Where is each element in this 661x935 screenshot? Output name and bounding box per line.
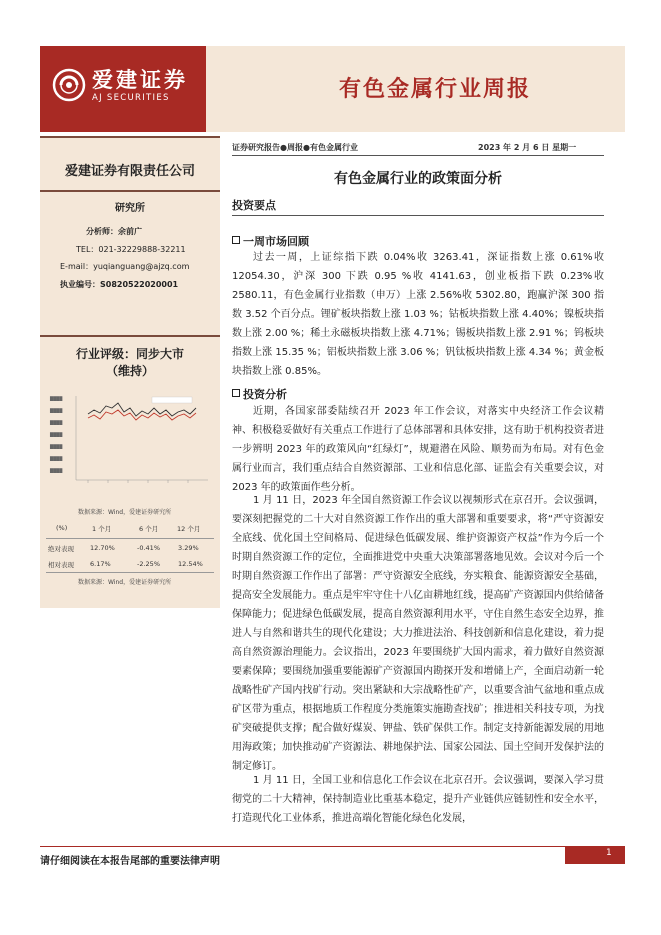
table-header-1m: 1 个月: [92, 525, 112, 533]
performance-chart: [48, 388, 213, 488]
table-cell: 12.54%: [178, 560, 203, 568]
report-date: 2023 年 2 月 6 日 星期一: [478, 143, 577, 152]
table-cell: 12.70%: [90, 544, 115, 552]
key-points-rule: [232, 215, 604, 216]
svg-text:████: ████: [50, 432, 63, 437]
industry-rating: 行业评级：同步大市: [75, 347, 184, 361]
logo-chinese-name: 爱建证券: [92, 68, 188, 92]
sidebar-top-rule: [40, 136, 220, 138]
report-title: 有色金属行业周报: [338, 77, 531, 102]
section-heading-investment-analysis: 投资分析: [232, 386, 287, 402]
key-points-heading: 投资要点: [232, 199, 276, 212]
market-review-paragraph: 过去一周，上证综指下跌 0.04%收 3263.41，深证指数上涨 0.61%收 12054.30，沪深 300 下跌 0.95 %收 4141.63，创业板指下跌 0.23%收 2580.11，有色金属行业指数（申万）上涨 2.56%收 5302.80，跑赢沪深 300 指数 3.52 个百分点。锂矿板块指数上涨 1.03 %；钴板块指数上涨 4.40%；镍板块指数上涨 2.00 %；稀土永磁板块指数上涨 4.71%；锡板块指数上涨 2.91 %；钨板块指数上涨 15.35 %；铝板块指数上涨 3.06 %；钒钛板块指数上涨 4.34 %；黄金板块指数上涨 0.85%。: [232, 252, 604, 377]
svg-text:████: ████: [50, 408, 63, 413]
table-row-label-absolute: 绝对表现: [48, 545, 74, 553]
table-header-6m: 6 个月: [139, 525, 159, 533]
table-row-label-relative: 相对表现: [48, 561, 74, 569]
logo-english-name: AJ SECURITIES: [92, 93, 170, 103]
company-rule: [40, 190, 220, 192]
analysis-paragraph-1: 近期，各国家部委陆续召开 2023 年工作会议，对落实中央经济工作会议精神、积极稳妥做好有关重点工作进行了总体部署和具体安排，这有助于机构投资者进一步辨明 2023 年的政策风向“红绿灯”，规避潜在风险、顺势而为布局。对有色金属行业而言，我们重点结合自然资源部、工业和信息化部、证监会有关重要会议，对 2023 年的政策面作些分析。: [232, 406, 604, 493]
checkbox-bullet-icon: [232, 236, 240, 244]
table-header-unit: (%): [56, 524, 68, 532]
analyst-tel: TEL：021-32229888-32211: [76, 245, 186, 254]
analyst-name: 分析师：余前广: [86, 227, 142, 236]
footer-rule: [40, 846, 565, 847]
section-heading-market-review: 一周市场回顾: [232, 233, 309, 249]
svg-text:████: ████: [50, 468, 63, 473]
document-title: 有色金属行业的政策面分析: [334, 171, 502, 187]
table-source: 数据来源：Wind，爱建证券研究所: [78, 579, 172, 586]
rating-rule: [40, 335, 220, 337]
svg-text:████: ████: [50, 396, 63, 401]
analysis-paragraph-3: 1 月 11 日，全国工业和信息化工作会议在北京召开。会议强调，要深入学习贯彻党的二十大精神，保持制造业比重基本稳定，提升产业链供应链韧性和安全水平，打造现代化工业体系，推进高端化智能化绿色化发展，: [232, 775, 604, 824]
table-cell: -0.41%: [137, 544, 160, 552]
title-rule: [232, 155, 604, 156]
table-cell: 3.29%: [178, 544, 199, 552]
chart-source: 数据来源：Wind，爱建证券研究所: [78, 509, 172, 516]
company-name: 爱建证券有限责任公司: [64, 164, 195, 179]
page-number: 1: [606, 848, 612, 858]
table-header-12m: 12 个月: [177, 525, 201, 533]
table-rule: [46, 538, 214, 539]
svg-text:████: ████: [50, 456, 63, 461]
rating-maintained: （维持）: [105, 364, 154, 378]
legal-disclaimer-notice: 请仔细阅读在本报告尾部的重要法律声明: [40, 856, 220, 867]
checkbox-bullet-icon: [232, 389, 240, 397]
analyst-license: 执业编号：S0820522020001: [60, 280, 179, 289]
analysis-paragraph-2: 1 月 11 日，2023 年全国自然资源工作会议以视频形式在京召开。会议强调，要深刻把握党的二十大对自然资源工作作出的重大部署和重要要求，将“严守资源安全底线、优化国土空间格局、促进绿色低碳发展、维护资源资产权益”作为今后一个时期自然资源工作的定位，全面推进党中央重大决策部署落地见效。会议对今后一个时期自然资源工作作出了部署：严守资源安全底线，夯实粮食、能源资源安全基础，提高安全发展能力。重点是牢牢守住十八亿亩耕地红线，提高矿产资源国内供给储备保障能力；促进绿色低碳发展，提高自然资源利用水平，守住自然生态安全边界，推进人与自然和谐共生的现代化建设；大力推进法治、科技创新和信息化建设，着力提高自然资源治理能力。会议指出，2023 年要围绕扩大国内需求，着力做好自然资源要素保障；要围绕加强重要能源矿产资源国内勘探开发和增储上产，全面启动新一轮战略性矿产国内找矿行动。突出紧缺和大宗战略性矿产，以重要含油气盆地和重点成矿区带为重点，根据地质工作程度分类施策实施勘查找矿；推进相关科技专项，为找矿突破提供支撑；配合做好煤炭、钾盐、铁矿保供工作。制定支持新能源发展的用地用海政策；加快推动矿产资源法、耕地保护法、国家公园法、国土空间开发保护法的制定修订。: [232, 495, 604, 772]
footer-page-bar: [565, 846, 625, 864]
svg-text:████: ████: [50, 420, 63, 425]
analyst-email: E-mail：yuqianguang@ajzq.com: [60, 262, 190, 271]
svg-text:████: ████: [50, 444, 63, 449]
research-institute: 研究所: [115, 203, 145, 214]
breadcrumb: 证券研究报告●周报●有色金属行业: [232, 143, 358, 152]
logo-mark-icon: [52, 68, 86, 102]
table-bottom-rule: [46, 572, 214, 573]
table-cell: 6.17%: [90, 560, 111, 568]
table-cell: -2.25%: [137, 560, 160, 568]
